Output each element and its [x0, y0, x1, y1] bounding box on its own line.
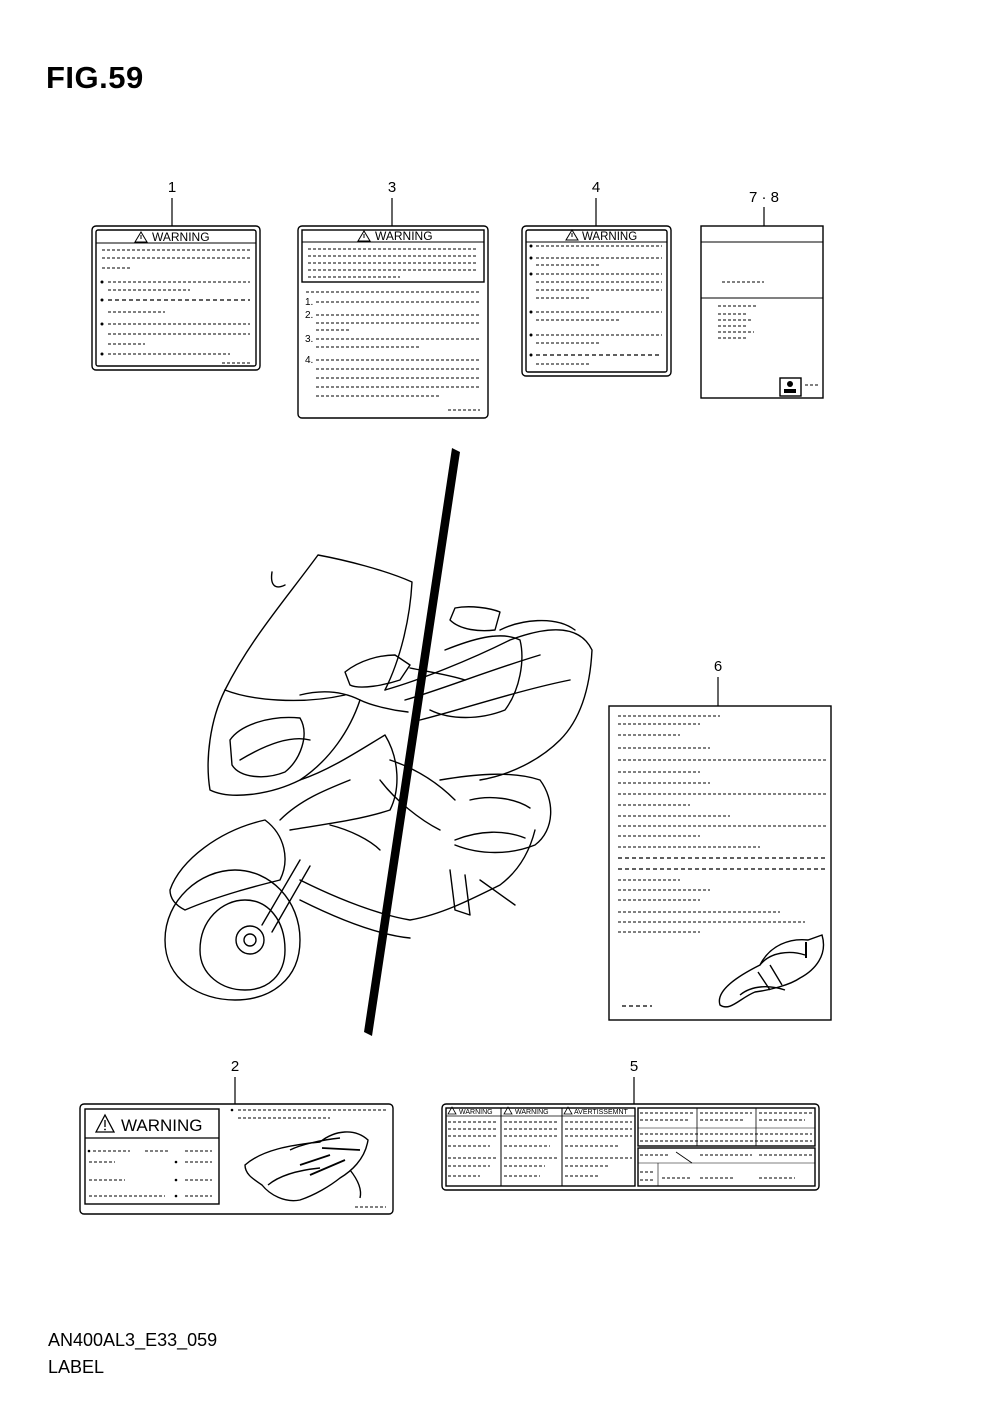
label-4-warning-heading: WARNING — [582, 231, 638, 243]
callout-4: 4 — [591, 179, 601, 196]
callout-1: 1 — [167, 179, 177, 196]
label-2 — [80, 1104, 393, 1214]
callout-2: 2 — [230, 1058, 240, 1075]
label-1-warning-heading: WARNING — [152, 230, 210, 244]
label-6 — [609, 706, 831, 1020]
list-number-2: 2. — [305, 310, 314, 321]
label-4 — [522, 226, 671, 376]
label-5-warning-heading-sp: WARNING — [515, 1109, 549, 1116]
label-3-warning-heading: WARNING — [375, 229, 433, 243]
list-number-4: 4. — [305, 355, 314, 366]
label-7-8 — [701, 226, 823, 398]
callout-6: 6 — [713, 658, 723, 675]
label-2-warning-heading: WARNING — [121, 1116, 203, 1135]
label-pointer-line — [364, 448, 460, 1036]
label-1 — [92, 226, 260, 370]
callout-7-8: 7 · 8 — [748, 189, 780, 206]
figure-code: AN400AL3_E33_059 — [48, 1330, 218, 1350]
list-number-3: 3. — [305, 334, 314, 345]
label-5-avertissement-heading: AVERTISSEMNT — [574, 1109, 628, 1116]
figure-title: FIG.59 — [46, 60, 144, 95]
callout-5: 5 — [629, 1058, 639, 1075]
scooter-illustration — [165, 555, 592, 1000]
label-5-warning-heading-en: WARNING — [459, 1109, 493, 1116]
label-3 — [298, 226, 488, 418]
callout-3: 3 — [387, 179, 397, 196]
label-5 — [442, 1104, 819, 1190]
figure-label: LABEL — [48, 1357, 105, 1377]
list-number-1: 1. — [305, 297, 314, 308]
